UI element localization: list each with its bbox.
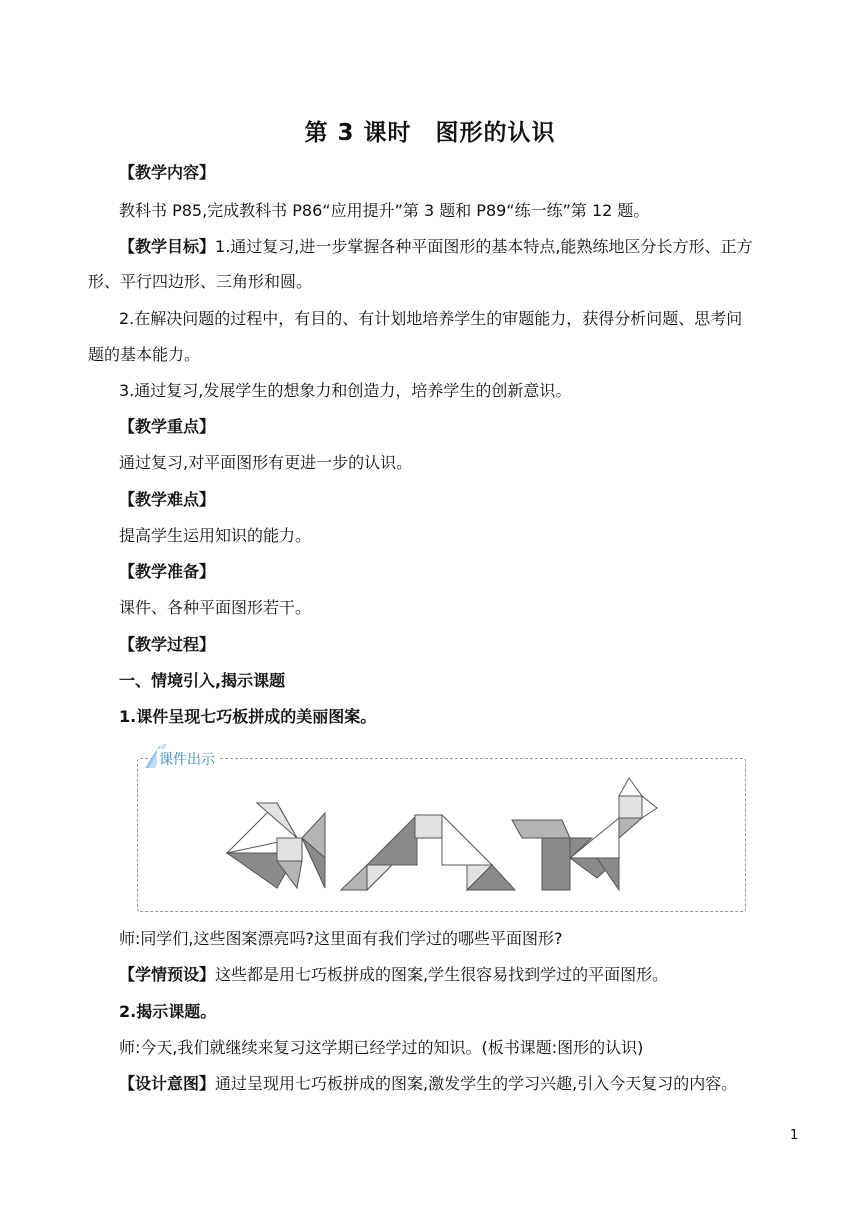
- arch-square: [415, 815, 442, 838]
- prep-text: 课件、各种平面图形若干。: [119, 598, 312, 617]
- preset-line: [119, 965, 668, 985]
- part1-heading: 一、情境引入,揭示课题: [119, 671, 286, 690]
- arch-left-small: [367, 865, 392, 890]
- horse-nose: [642, 796, 657, 818]
- step2-heading: 2.揭示课题。: [119, 1002, 217, 1021]
- horse-hind: [542, 838, 570, 890]
- intent-text: 通过呈现用七巧板拼成的图案,激发学生的学习兴趣,引入今天复习的内容。: [215, 1074, 738, 1093]
- process-heading: 【教学过程】: [119, 635, 216, 654]
- teacher-question: 师:同学们,这些图案漂亮吗?这里面有我们学过的哪些平面图形?: [119, 929, 563, 948]
- fish-piece-square: [277, 838, 302, 861]
- goal3: 3.通过复习,发展学生的想象力和创造力，培养学生的创新意识。: [119, 381, 572, 400]
- step1-heading: 1.课件呈现七巧板拼成的美丽图案。: [119, 707, 377, 726]
- key-heading: 【教学重点】: [119, 417, 216, 436]
- content-text: 教科书 P85,完成教科书 P86“应用提升”第 3 题和 P89“练一练”第 12 题。: [119, 201, 650, 220]
- horse-back: [512, 820, 570, 838]
- arch-left-big: [367, 815, 417, 865]
- page-number: 1: [790, 1128, 799, 1143]
- intent-line: [119, 1074, 737, 1094]
- prep-heading: 【教学准备】: [119, 562, 216, 581]
- goal2-line2: 题的基本能力。: [88, 345, 201, 364]
- key-text: 通过复习,对平面图形有更进一步的认识。: [119, 453, 413, 472]
- page-title: 第 3 课时 图形的认识: [304, 120, 556, 146]
- tangram-arch: [341, 815, 515, 890]
- goal2-line1: 2.在解决问题的过程中，有目的、有计划地培养学生的审题能力，获得分析问题、思考问: [119, 309, 743, 328]
- tangram-figure: [137, 758, 744, 910]
- teacher-statement: 师:今天,我们就继续来复习这学期已经学过的知识。(板书课题:图形的认识): [119, 1038, 644, 1057]
- preset-text: 这些都是用七巧板拼成的图案,学生很容易找到学过的平面图形。: [215, 965, 669, 984]
- content-heading: 【教学内容】: [119, 163, 216, 182]
- difficult-heading: 【教学难点】: [119, 490, 216, 509]
- tangram-horse: [512, 778, 657, 890]
- horse-neck: [619, 818, 642, 838]
- courseware-tag: 课件出示: [157, 749, 219, 769]
- goal1-text: 1.通过复习,进一步掌握各种平面图形的基本特点,能熟练地区分长方形、正方: [215, 237, 753, 256]
- preset-heading: 【学情预设】: [119, 965, 216, 984]
- arch-right-big: [442, 815, 492, 865]
- difficult-text: 提高学生运用知识的能力。: [119, 526, 312, 545]
- horse-head-square: [619, 796, 642, 818]
- tangram-fish: [227, 803, 325, 888]
- intent-heading: 【设计意图】: [119, 1074, 216, 1093]
- goal1-line2: 形、平行四边形、三角形和圆。: [88, 272, 313, 291]
- goal1-line1: [119, 237, 752, 257]
- horse-ear: [619, 778, 642, 796]
- goals-heading: 【教学目标】: [119, 237, 216, 256]
